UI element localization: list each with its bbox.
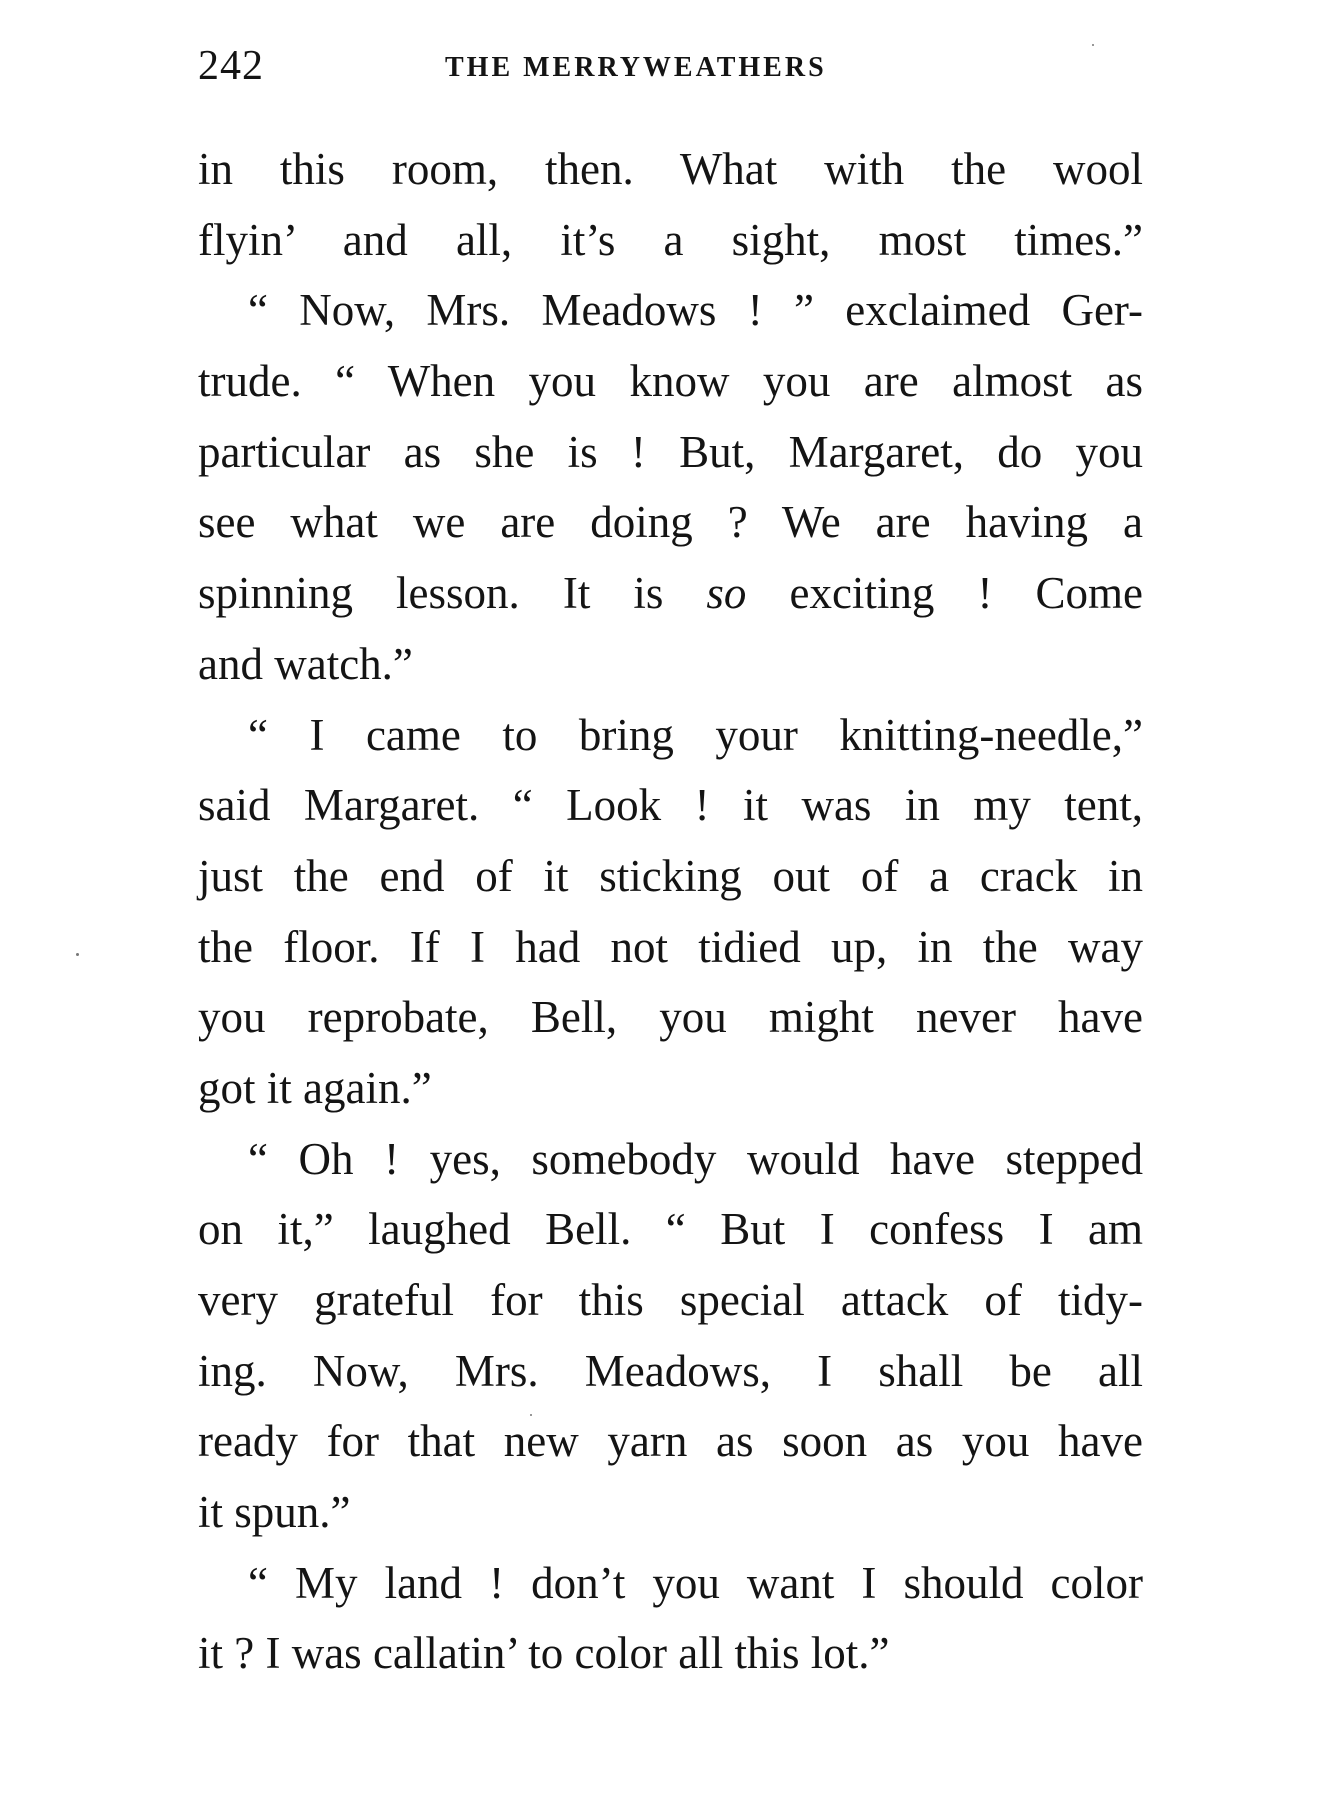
- text-line: it spun.”: [198, 1487, 351, 1538]
- text-line: see what we are doing ? We are having a: [198, 497, 1143, 548]
- text-line: just the end of it sticking out of a crack in: [198, 850, 1143, 901]
- text-line: ing. Now, Mrs. Meadows, I shall be all: [198, 1345, 1143, 1396]
- text-line: “ I came to bring your knitting-needle,”: [248, 709, 1143, 760]
- text-line: “ Oh ! yes, somebody would have stepped: [248, 1133, 1143, 1184]
- body-text: [198, 134, 1143, 1689]
- text-line: particular as she is ! But, Margaret, do you: [198, 426, 1143, 477]
- text-line: flyin’ and all, it’s a sight, most times.”: [198, 214, 1143, 265]
- text-line-with-emphasis: [198, 558, 1143, 629]
- scan-speck: [530, 1414, 532, 1416]
- page-number: 242: [198, 43, 264, 89]
- text-line: and watch.”: [198, 638, 413, 689]
- text-line: said Margaret. “ Look ! it was in my tent,: [198, 780, 1143, 831]
- text-line: in this room, then. What with the wool: [198, 144, 1143, 194]
- text-line: you reprobate, Bell, you might never have: [198, 992, 1143, 1043]
- text-line: got it again.”: [198, 1062, 432, 1113]
- text-line: trude. “ When you know you are almost as: [198, 356, 1143, 407]
- running-title: THE MERRYWEATHERS: [445, 52, 827, 83]
- page-header: [198, 42, 1143, 102]
- text-line: “ Now, Mrs. Meadows ! ” exclaimed Ger-: [248, 285, 1143, 336]
- text-line: it ? I was callatin’ to color all this lot.”: [198, 1628, 890, 1679]
- text-line: very grateful for this special attack of tidy-: [198, 1275, 1143, 1325]
- text-line: the floor. If I had not tidied up, in the way: [198, 921, 1143, 972]
- emphasized-word: so: [706, 568, 747, 619]
- text-line: on it,” laughed Bell. “ But I confess I am: [198, 1204, 1143, 1255]
- text-line: “ My land ! don’t you want I should color: [248, 1557, 1143, 1608]
- text-line: ready for that new yarn as soon as you have: [198, 1416, 1143, 1467]
- scan-speck: [1092, 44, 1094, 46]
- scan-speck: [76, 953, 79, 956]
- text-segment: spinning lesson. It is: [198, 568, 707, 619]
- text-segment: exciting ! Come: [746, 568, 1143, 619]
